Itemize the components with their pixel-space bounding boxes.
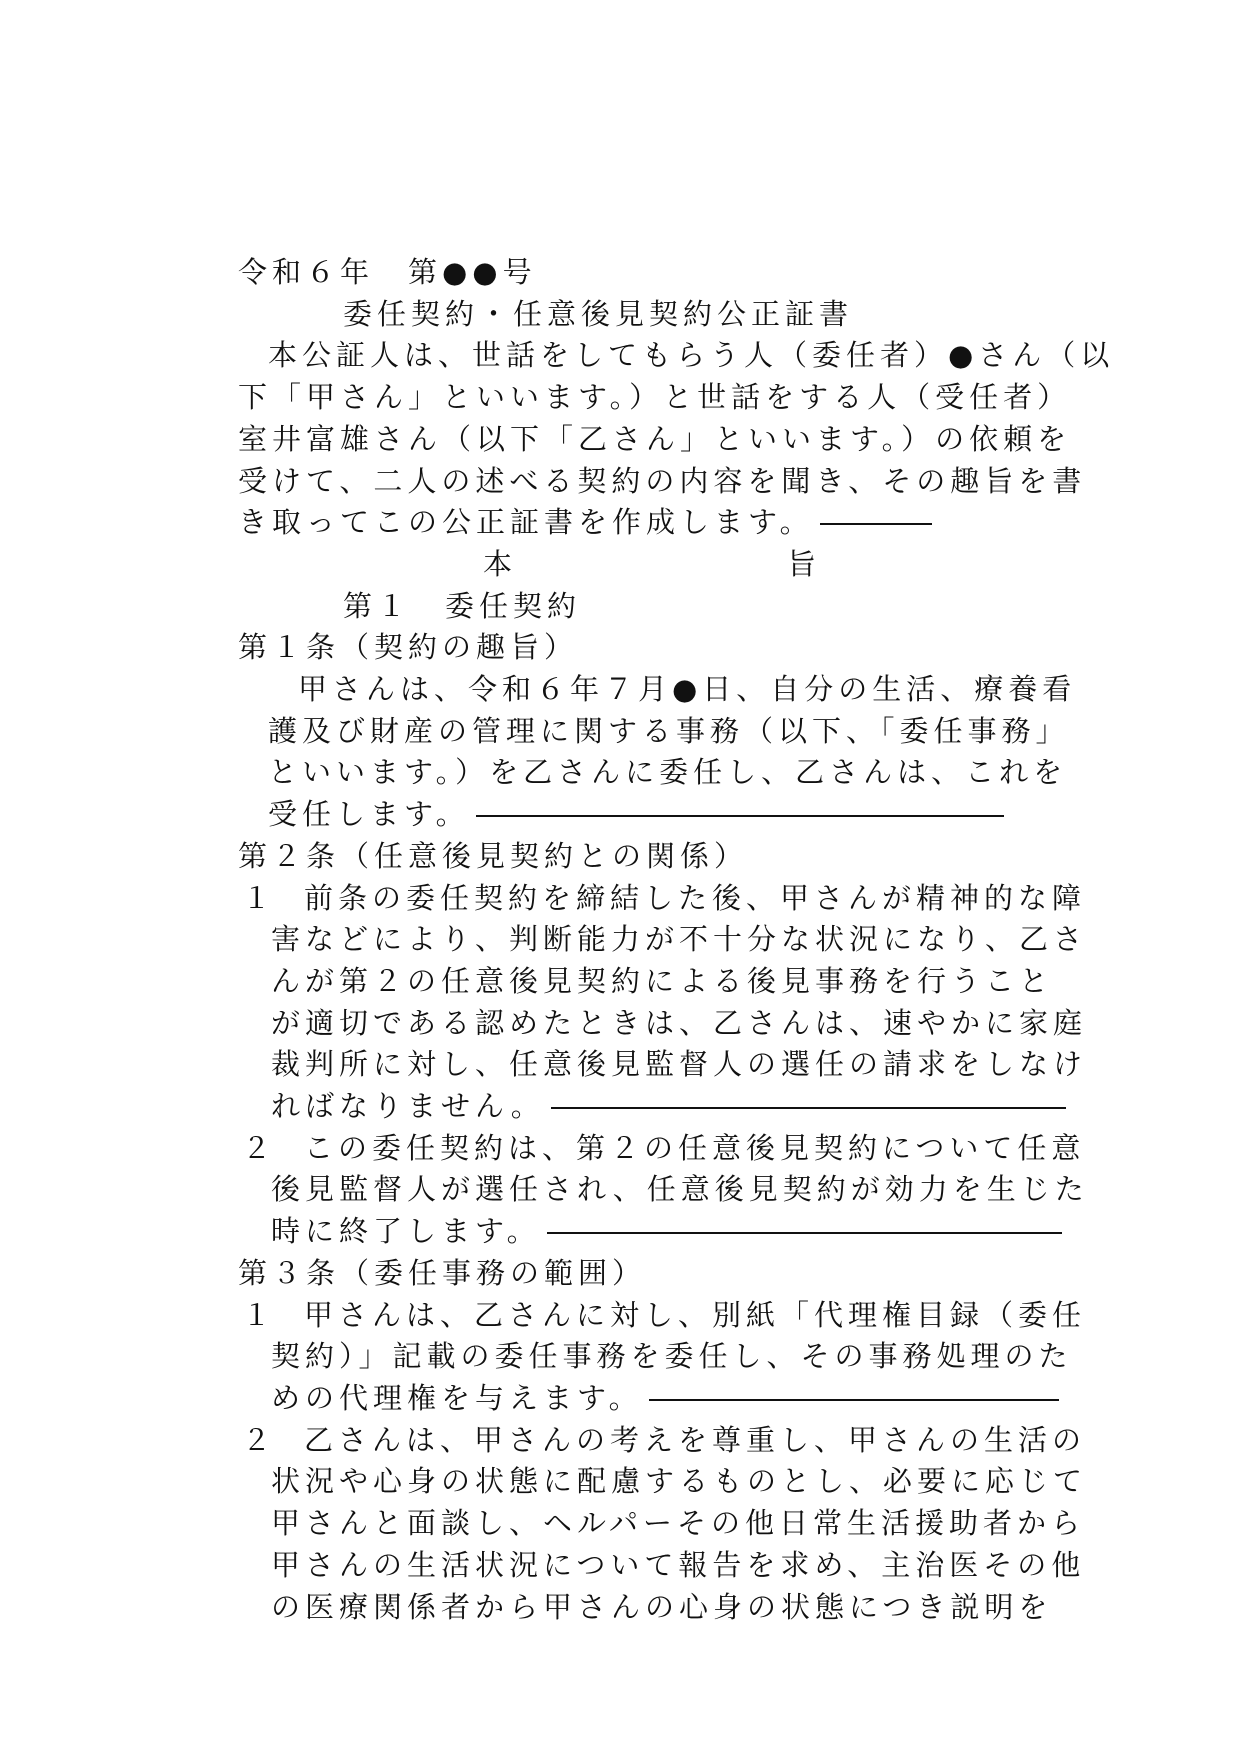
item-line: 裁判所に対し、任意後見監督人の選任の請求をしなけ <box>271 1047 1088 1082</box>
article-body-line: 護及び財産の管理に関する事務（以下、「委任事務」 <box>268 713 1070 748</box>
shushi-heading <box>238 544 1088 586</box>
article-body-line: といいます。）を乙さんに委任し、乙さんは、これを <box>268 755 1068 790</box>
item-line: の医療関係者から甲さんの心身の状態につき説明を <box>271 1589 1053 1624</box>
intro-line: き取ってこの公正証書を作成します。 <box>238 505 814 540</box>
item-line: が適切である認めたときは、乙さんは、速やかに家庭 <box>271 1005 1088 1040</box>
fill-rule <box>547 1232 1062 1234</box>
fill-rule <box>820 523 932 525</box>
intro-line: 受けて、二人の述べる契約の内容を聞き、その趣旨を書 <box>238 463 1087 498</box>
item-line: 害などにより、判断能力が不十分な状況になり、乙さ <box>271 922 1088 957</box>
item-line: 甲さんと面談し、ヘルパーその他日常生活援助者から <box>271 1506 1085 1541</box>
shushi-right: 旨 <box>787 546 822 581</box>
section-title: 第１ 委任契約 <box>343 588 582 623</box>
fill-rule <box>476 815 1004 817</box>
item-line: 後見監督人が選任され、任意後見契約が効力を生じた <box>271 1172 1089 1207</box>
article-heading: 第２条（任意後見契約との関係） <box>238 838 749 873</box>
item-line: 状況や心身の状態に配慮するものとし、必要に応じて <box>271 1464 1088 1499</box>
shushi-left: 本 <box>483 546 518 581</box>
item-line: 前条の委任契約を締結した後、甲さんが精神的な障 <box>304 880 1087 915</box>
item-line: 甲さんの生活状況について報告を求め、主治医その他 <box>271 1547 1086 1582</box>
article-body-line: 受任します。 <box>268 797 470 832</box>
item-number: ２ <box>242 1130 277 1165</box>
item-number: ２ <box>242 1422 277 1457</box>
intro-line: 室井富雄さん（以下「乙さん」といいます。）の依頼を <box>238 421 1072 456</box>
item-line: ればなりません。 <box>271 1089 545 1124</box>
article-heading: 第３条（委任事務の範囲） <box>238 1255 647 1290</box>
document-title: 委任契約・任意後見契約公正証書 <box>343 296 854 331</box>
intro-paragraph <box>238 335 1115 544</box>
intro-line: 下「甲さん」といいます。）と世話をする人（受任者） <box>238 380 1072 415</box>
article-heading: 第１条（契約の趣旨） <box>238 630 579 665</box>
document-number: 令和６年 第●●号 <box>238 255 537 289</box>
item-number: １ <box>242 880 277 915</box>
item-number: １ <box>242 1297 277 1332</box>
fill-rule <box>649 1399 1059 1401</box>
fill-rule <box>551 1107 1066 1109</box>
article-3 <box>238 1253 1088 1628</box>
item-line: この委任契約は、第２の任意後見契約について任意 <box>304 1130 1086 1165</box>
item-line: んが第２の任意後見契約による後見事務を行うこと <box>271 963 1054 998</box>
article-1 <box>238 627 1088 836</box>
item-line: 契約）」記載の委任事務を委任し、その事務処理のた <box>271 1339 1073 1374</box>
item-line: めの代理権を与えます。 <box>271 1380 643 1415</box>
item-line: 時に終了します。 <box>271 1214 541 1249</box>
document-page <box>238 252 1115 1628</box>
item-line: 乙さんは、甲さんの考えを尊重し、甲さんの生活の <box>304 1422 1087 1457</box>
article-2 <box>238 836 1088 1253</box>
article-body-line: 甲さんは、令和６年７月●日、自分の生活、療養看 <box>298 672 1077 707</box>
item-line: 甲さんは、乙さんに対し、別紙「代理権目録（委任 <box>304 1297 1087 1332</box>
intro-line: 本公証人は、世話をしてもらう人（委任者）●さん（以 <box>268 338 1115 373</box>
